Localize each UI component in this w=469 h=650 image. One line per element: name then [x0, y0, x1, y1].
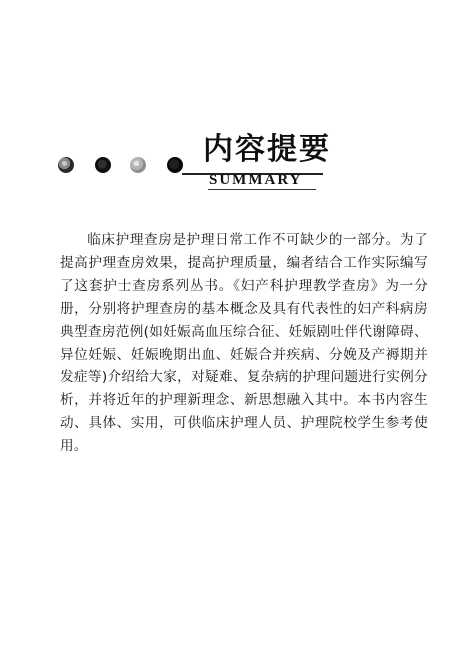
page-title: 内容提要 — [203, 132, 331, 167]
decorative-dot-icon — [130, 157, 146, 173]
decorative-dot-icon — [95, 157, 111, 173]
subtitle-underline — [208, 189, 316, 190]
decorative-dot-icon — [167, 157, 183, 173]
summary-paragraph: 临床护理查房是护理日常工作不可缺少的一部分。为了提高护理查房效果，提高护理质量，编者结合工作实际编写了这套护士查房系列丛书。《妇产科护理教学查房》为一分册，分别将护理查房的基本概念及具有代表性的妇产科病房典型查房范例(如妊娠高血压综合征、妊娠剧吐伴代谢障碍、异位妊娠、妊娠晚期出血、妊娠合并疾病、分娩及产褥期并发症等)介绍给大家，对疑难、复杂病的护理问题进行实例分析，并将近年的护理新理念、新思想融入其中。本书内容生动、具体、实用，可供临床护理人员、护理院校学生参考使用。 — [60, 232, 428, 455]
summary-header — [0, 0, 469, 200]
summary-content — [60, 229, 428, 458]
page-subtitle: SUMMARY — [209, 172, 303, 188]
decorative-dot-icon — [58, 157, 74, 173]
